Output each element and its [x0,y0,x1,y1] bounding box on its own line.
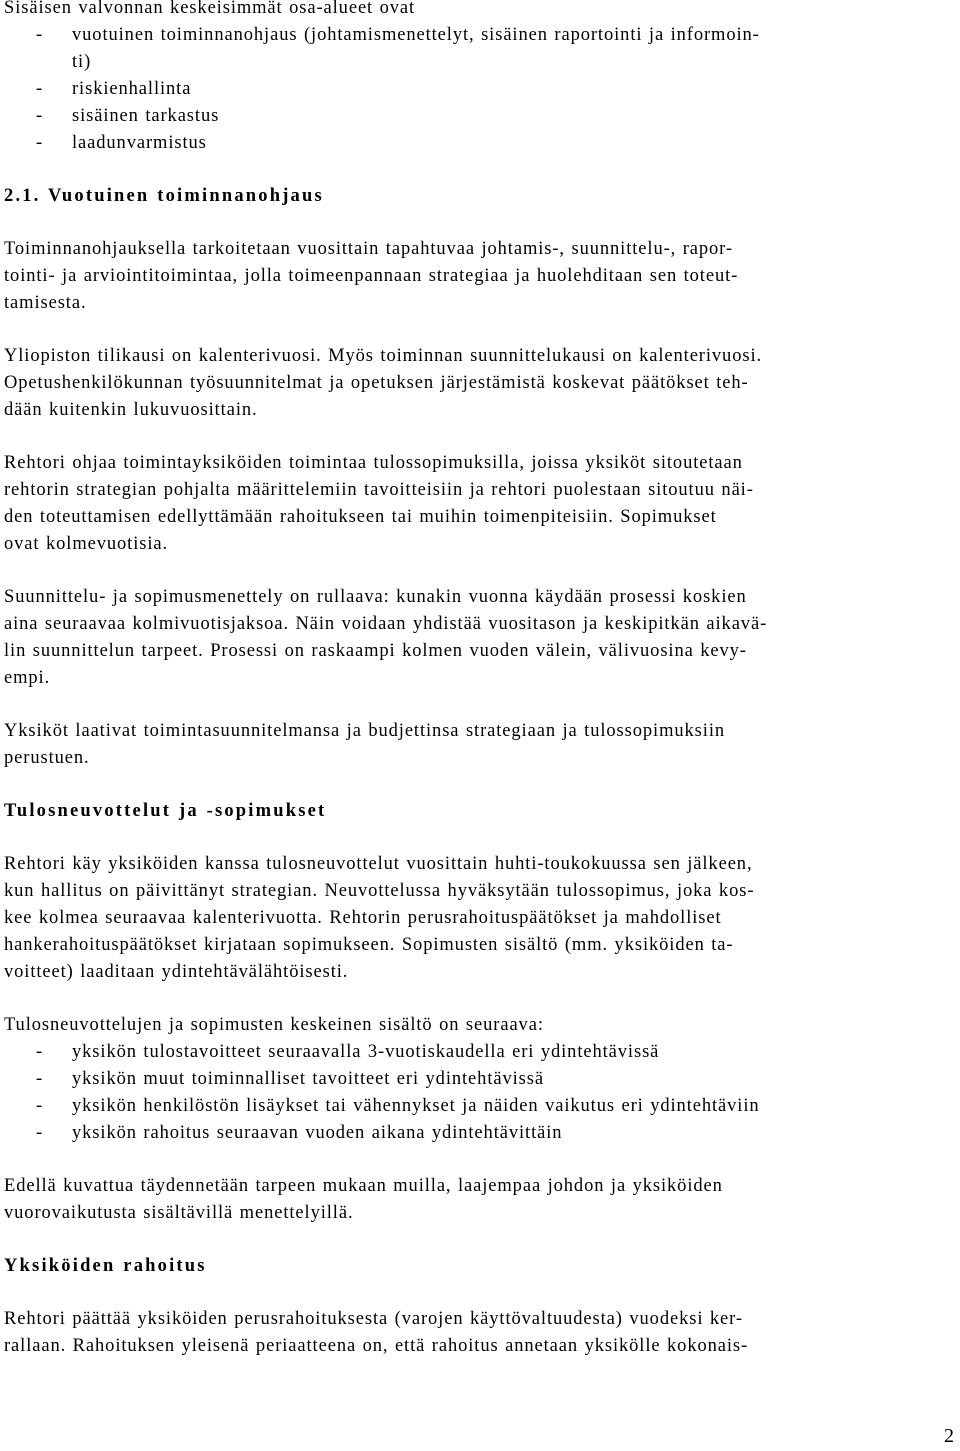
paragraph [4,450,944,558]
bullet-dash: - [36,1096,44,1116]
list-item-text: yksikön rahoitus seuraavan vuoden aikana ydintehtävittäin [72,1123,563,1143]
paragraph-line: dään kuitenkin lukuvuosittain. [4,400,258,420]
list-item-text: sisäinen tarkastus [72,106,220,126]
paragraph-with-list [4,1012,944,1147]
subheading-tulosneuvottelut: Tulosneuvottelut ja -sopimukset [4,801,327,821]
paragraph-line: Tulosneuvottelujen ja sopimusten keskeinen sisältö on seuraava: [4,1015,544,1035]
list-item-text: vuotuinen toiminnanohjaus (johtamismenettelyt, sisäinen raportointi ja informoin- [72,25,760,45]
list-item [4,22,944,49]
list-item-text: laadunvarmistus [72,133,207,153]
paragraph-line: tointi- ja arviointitoimintaa, jolla toimeenpannaan strategiaa ja huolehditaan sen toteut- [4,266,739,286]
paragraph-line: Yliopiston tilikausi on kalenterivuosi. Myös toiminnan suunnittelukausi on kalenterivuosi. [4,346,763,366]
intro-section [4,0,944,157]
paragraph-line: Opetushenkilökunnan työsuunnitelmat ja opetuksen järjestämistä koskevat päätökset teh- [4,373,749,393]
document-page [4,0,944,1360]
paragraph-line: tamisesta. [4,293,87,313]
bullet-dash: - [36,1069,44,1089]
list-item [4,1039,944,1066]
list-item-text: yksikön tulostavoitteet seuraavalla 3-vuotiskaudella eri ydintehtävissä [72,1042,660,1062]
list-item-text: yksikön muut toiminnalliset tavoitteet eri ydintehtävissä [72,1069,544,1089]
page-number: 2 [944,1425,954,1447]
paragraph-line: voitteet) laaditaan ydintehtävälähtöisesti. [4,962,349,982]
paragraph [4,343,944,424]
paragraph-line: Toiminnanohjauksella tarkoitetaan vuosittain tapahtuvaa johtamis-, suunnittelu-, rapor- [4,239,733,259]
list-item [4,1093,944,1120]
list-item-text: riskienhallinta [72,79,192,99]
bullet-dash: - [36,1042,44,1062]
paragraph-line: lin suunnittelun tarpeet. Prosessi on raskaampi kolmen vuoden välein, välivuosina kevy- [4,641,747,661]
list-item [4,1120,944,1147]
list-item [4,103,944,130]
paragraph-line: aina seuraavaa kolmivuotisjaksoa. Näin voidaan yhdistää vuositason ja keskipitkän aikavä- [4,614,768,634]
paragraph [4,236,944,317]
paragraph [4,1306,944,1360]
paragraph [4,851,944,986]
paragraph [4,718,944,772]
paragraph-line: Rehtori käy yksiköiden kanssa tulosneuvottelut vuosittain huhti-toukokuussa sen jälkeen, [4,854,753,874]
bullet-dash: - [36,25,44,45]
paragraph-line: vuorovaikutusta sisältävillä menettelyillä. [4,1203,354,1223]
list-item [4,1066,944,1093]
list-item-text: yksikön henkilöstön lisäykset tai vähennykset ja näiden vaikutus eri ydintehtäviin [72,1096,760,1116]
section-heading-block [4,183,944,210]
intro-title: Sisäisen valvonnan keskeisimmät osa-alueet ovat [4,0,416,18]
paragraph-line: Rehtori ohjaa toimintayksiköiden toimintaa tulossopimuksilla, joissa yksiköt sitoutetaan [4,453,743,473]
subheading-yksikoiden-rahoitus: Yksiköiden rahoitus [4,1256,207,1276]
bullet-dash: - [36,79,44,99]
paragraph-line: Rehtori päättää yksiköiden perusrahoituksesta (varojen käyttövaltuudesta) vuodeksi ker- [4,1309,743,1329]
paragraph-line: den toteuttamisen edellyttämään rahoitukseen tai muihin toimenpiteisiin. Sopimukset [4,507,717,527]
paragraph-line: hankerahoituspäätökset kirjataan sopimukseen. Sopimusten sisältö (mm. yksiköiden ta- [4,935,734,955]
paragraph-line: kee kolmea seuraavaa kalenterivuotta. Rehtorin perusrahoituspäätökset ja mahdolliset [4,908,722,928]
list-item-text-continued: ti) [72,52,92,72]
paragraph-line: Yksiköt laativat toimintasuunnitelmansa ja budjettinsa strategiaan ja tulossopimuksiin [4,721,726,741]
list-item [4,130,944,157]
paragraph-line: perustuen. [4,748,90,768]
bullet-dash: - [36,133,44,153]
paragraph-line: Edellä kuvattua täydennetään tarpeen mukaan muilla, laajempaa johdon ja yksiköiden [4,1176,723,1196]
paragraph [4,584,944,692]
subheading-block [4,798,944,825]
paragraph-line: ovat kolmevuotisia. [4,534,169,554]
bullet-dash: - [36,106,44,126]
paragraph-line: empi. [4,668,51,688]
paragraph-line: rehtorin strategian pohjalta määrittelemiin tavoitteisiin ja rehtori puolestaan sitoutuu näi- [4,480,754,500]
bullet-dash: - [36,1123,44,1143]
paragraph-line: kun hallitus on päivittänyt strategian. Neuvottelussa hyväksytään tulossopimus, joka kos- [4,881,755,901]
section-heading: 2.1. Vuotuinen toiminnanohjaus [4,186,324,206]
list-item [4,76,944,103]
subheading-block [4,1253,944,1280]
paragraph-line: Suunnittelu- ja sopimusmenettely on rullaava: kunakin vuonna käydään prosessi koskien [4,587,747,607]
paragraph-line: rallaan. Rahoituksen yleisenä periaatteena on, että rahoitus annetaan yksikölle kokonais- [4,1336,749,1356]
paragraph [4,1173,944,1227]
